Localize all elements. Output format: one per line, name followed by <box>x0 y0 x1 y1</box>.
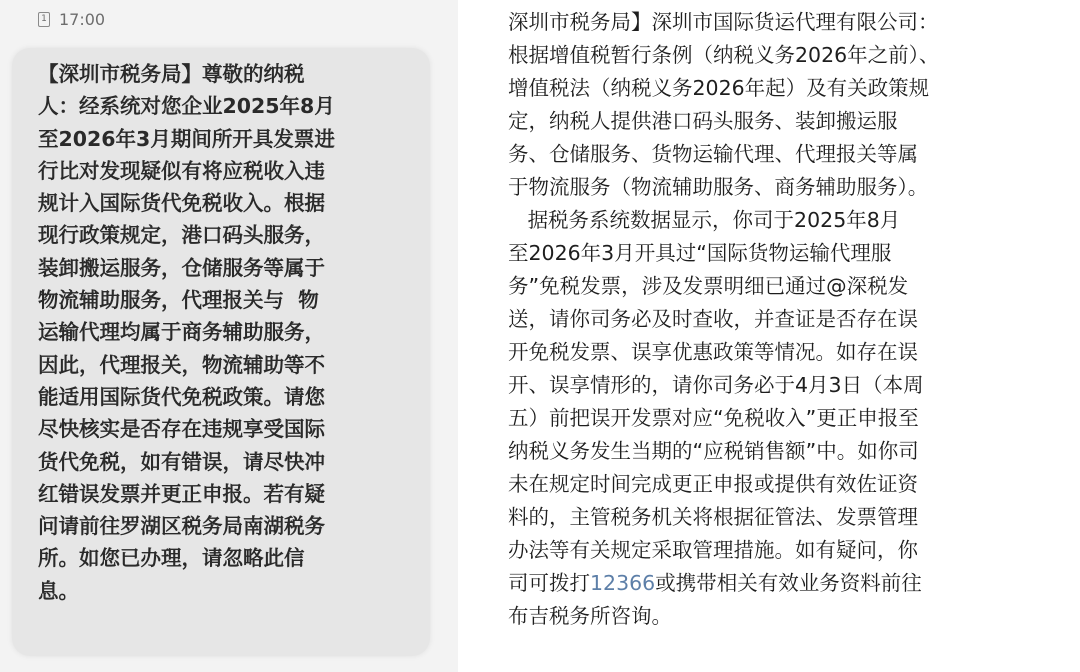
notice-text <box>508 6 1064 633</box>
sms-screenshot-panel <box>0 0 458 672</box>
notice-panel <box>496 0 1080 672</box>
status-time: 17:00 <box>59 9 106 29</box>
notice-body-part2: 或携带相关有效业务资料前往 布吉税务所咨询。 <box>508 571 922 628</box>
sim-card-icon: 1 <box>38 12 50 27</box>
status-bar <box>38 9 105 29</box>
notice-body-part1: 深圳市税务局】深圳市国际货运代理有限公司： 根据增值税暂行条例（纳税义务2026年之前）、 增值税法（纳税义务2026年起）及有关政策规 定，纳税人提供港口码头服务、装卸搬运服 务、仓储服务、货物运输代理、代理报关等属 于物流服务（物流辅助服务、商务辅助服务）。 据税务系统数据显示，你司于2025年8月 至2026年3月开具过“国际货物运输代理服 务”免税发票，涉及发票明细已通过@深税发 送，请你司务必及时查收，并查证是否存在误 开免税发票、误享优惠政策等情况。如存在误 开、误享情形的，请你司务必于4月3日（本周 五）前把误开发票对应“免税收入”更正申报至 纳税义务发生当期的“应税销售额”中。如你司 未在规定时间完成更正申报或提供有效佐证资 料的，主管税务机关将根据征管法、发票管理 办法等有关规定采取管理措施。如有疑问，你 司可拨打 <box>508 10 940 595</box>
sms-message-text: 【深圳市税务局】尊敬的纳税 人：经系统对您企业2025年8月 至2026年3月期间所开具发票进 行比对发现疑似有将应税收入违 规计入国际货代免税收入。根据 现行政策规定，港口码头服务， 装卸搬运服务，仓储服务等属于 物流辅助服务，代理报关与 物 运输代理均属于商务辅助服务， 因此，代理报关，物流辅助等不 能适用国际货代免税政策。请您 尽快核实是否存在违规享受国际 货代免税，如有错误，请尽快冲 红错误发票并更正申报。若有疑 问请前往罗湖区税务局南湖税务 所。如您已办理，请忽略此信 息。 <box>38 62 335 603</box>
hotline-number-link[interactable]: 12366 <box>590 571 656 595</box>
panel-divider <box>458 0 496 672</box>
